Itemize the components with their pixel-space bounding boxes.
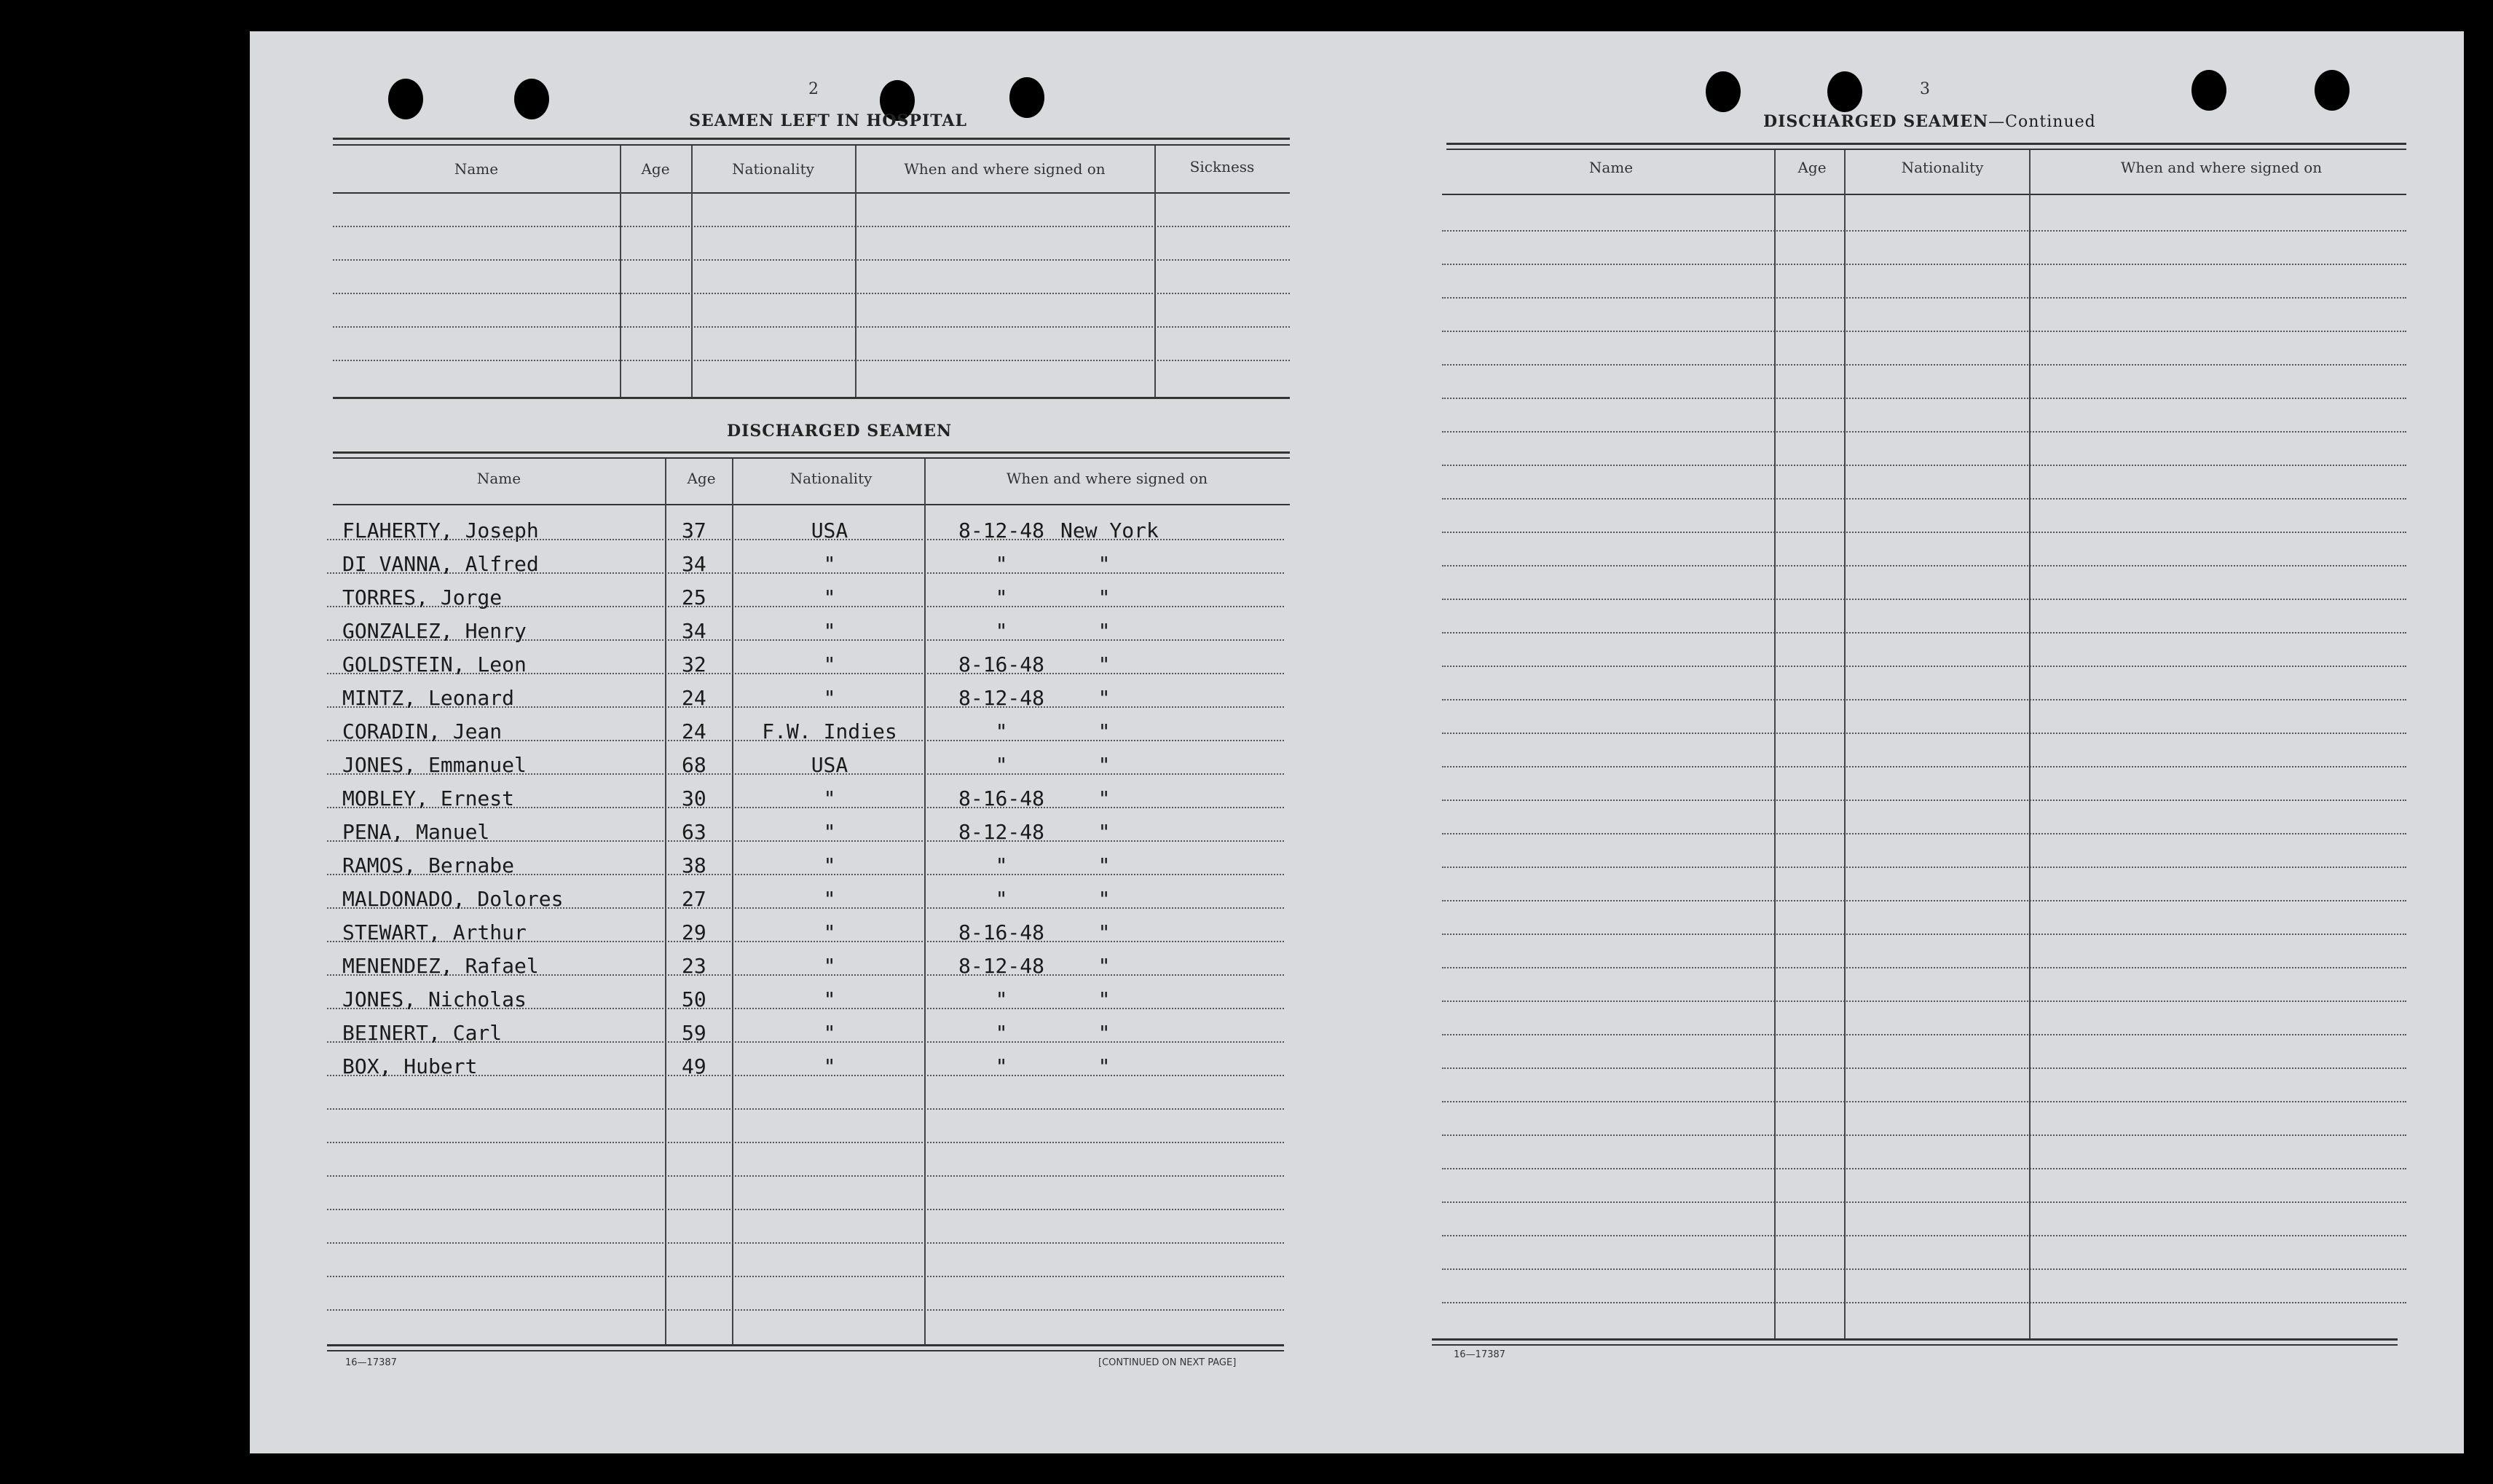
seaman-nationality: " <box>823 1054 836 1078</box>
ruled-line <box>1442 632 2406 634</box>
ruled-line <box>333 226 1290 227</box>
seaman-age: 49 <box>682 1054 706 1078</box>
seaman-nationality: USA <box>811 753 848 777</box>
signed-on-date: " <box>995 853 1008 877</box>
column-divider <box>2029 150 2031 1338</box>
seaman-name: TORRES, Jorge <box>342 585 503 609</box>
column-divider <box>1844 150 1846 1338</box>
ruled-line <box>327 1309 1284 1311</box>
signed-on-date: 8-12-48 <box>958 686 1044 710</box>
hospital-section-title: SEAMEN LEFT IN HOSPITAL <box>689 111 967 130</box>
ruled-line <box>1442 900 2406 901</box>
seaman-name: MALDONADO, Dolores <box>342 887 564 911</box>
table-rule <box>1446 149 2406 150</box>
signed-on-place: " <box>1098 686 1111 710</box>
ruled-line <box>1442 800 2406 801</box>
seaman-name: RAMOS, Bernabe <box>342 853 515 877</box>
seaman-age: 34 <box>682 619 706 643</box>
ruled-line <box>1442 1268 2406 1270</box>
seaman-age: 25 <box>682 585 706 609</box>
hospital-col-signed-on: When and where signed on <box>904 160 1106 178</box>
seaman-age: 37 <box>682 518 706 542</box>
seaman-name: MENENDEZ, Rafael <box>342 954 539 978</box>
column-divider <box>1774 150 1776 1338</box>
ruled-line <box>1442 867 2406 868</box>
punch-hole <box>388 79 423 119</box>
ruled-line <box>1442 398 2406 399</box>
ruled-line <box>1442 431 2406 433</box>
ruled-line <box>1442 766 2406 767</box>
discharged-col-nationality: Nationality <box>789 470 873 487</box>
signed-on-date: " <box>995 719 1008 743</box>
signed-on-place: " <box>1098 1054 1111 1078</box>
continued-col-signed-on: When and where signed on <box>2120 159 2323 176</box>
table-rule <box>327 1350 1284 1351</box>
seaman-nationality: " <box>823 820 836 844</box>
ruled-line <box>1442 1168 2406 1169</box>
seaman-nationality: " <box>823 585 836 609</box>
seaman-name: DI VANNA, Alfred <box>342 552 539 576</box>
discharged-section-title: DISCHARGED SEAMEN <box>727 422 953 441</box>
ruled-line <box>1442 297 2406 299</box>
seaman-age: 38 <box>682 853 706 877</box>
seaman-nationality: " <box>823 686 836 710</box>
signed-on-date: 8-16-48 <box>958 920 1044 944</box>
punch-hole <box>1706 71 1741 112</box>
signed-on-date: " <box>995 1021 1008 1045</box>
hospital-col-age: Age <box>641 160 670 178</box>
continued-col-age: Age <box>1797 159 1827 176</box>
ruled-line <box>1442 1034 2406 1035</box>
column-divider <box>665 459 666 1344</box>
signed-on-date: " <box>995 987 1008 1011</box>
signed-on-date: " <box>995 887 1008 911</box>
signed-on-place: " <box>1098 853 1111 877</box>
signed-on-place: " <box>1098 753 1111 777</box>
table-rule <box>1446 143 2406 145</box>
ruled-line <box>1442 833 2406 834</box>
form-number: 16—17387 <box>1454 1349 1505 1360</box>
signed-on-date: 8-12-48 <box>958 954 1044 978</box>
table-rule <box>333 397 1290 399</box>
signed-on-place: " <box>1098 920 1111 944</box>
hospital-col-nationality: Nationality <box>732 160 814 178</box>
seaman-name: MINTZ, Leonard <box>342 686 515 710</box>
signed-on-place: " <box>1098 954 1111 978</box>
signed-on-place: " <box>1098 585 1111 609</box>
signed-on-date: " <box>995 585 1008 609</box>
column-divider <box>620 146 621 397</box>
signed-on-place: " <box>1098 619 1111 643</box>
seaman-name: STEWART, Arthur <box>342 920 527 944</box>
seaman-name: BOX, Hubert <box>342 1054 478 1078</box>
punch-hole <box>2191 70 2226 111</box>
signed-on-date: " <box>995 753 1008 777</box>
signed-on-date: 8-16-48 <box>958 786 1044 810</box>
signed-on-place: " <box>1098 887 1111 911</box>
header-rule <box>333 504 1290 505</box>
column-divider <box>732 459 733 1344</box>
signed-on-place: " <box>1098 552 1111 576</box>
seaman-age: 32 <box>682 652 706 676</box>
seaman-nationality: " <box>823 619 836 643</box>
header-rule <box>333 192 1290 194</box>
signed-on-date: 8-16-48 <box>958 652 1044 676</box>
document-sheet <box>250 31 2464 1453</box>
seaman-name: JONES, Emmanuel <box>342 753 527 777</box>
seaman-name: PENA, Manuel <box>342 820 490 844</box>
seaman-nationality: " <box>823 853 836 877</box>
ruled-line <box>1442 1101 2406 1102</box>
title-suffix: —Continued <box>1988 113 2096 131</box>
ruled-line <box>1442 967 2406 968</box>
signed-on-place: " <box>1098 652 1111 676</box>
header-rule <box>1442 194 2406 195</box>
column-divider <box>691 146 693 397</box>
ruled-line <box>1442 565 2406 567</box>
signed-on-date: 8-12-48 <box>958 518 1044 542</box>
signed-on-date: " <box>995 1054 1008 1078</box>
ruled-line <box>327 1242 1284 1244</box>
seaman-name: FLAHERTY, Joseph <box>342 518 539 542</box>
seaman-nationality: USA <box>811 518 848 542</box>
discharged-col-name: Name <box>476 470 521 487</box>
signed-on-place: " <box>1098 987 1111 1011</box>
seaman-name: CORADIN, Jean <box>342 719 503 743</box>
ruled-line <box>327 1108 1284 1110</box>
seaman-age: 29 <box>682 920 706 944</box>
signed-on-place: " <box>1098 820 1111 844</box>
seaman-nationality: " <box>823 987 836 1011</box>
seaman-age: 68 <box>682 753 706 777</box>
ruled-line <box>327 1175 1284 1177</box>
seaman-age: 63 <box>682 820 706 844</box>
ruled-line <box>333 326 1290 328</box>
signed-on-place: New York <box>1060 518 1159 542</box>
ruled-line <box>1442 331 2406 332</box>
continued-col-name: Name <box>1588 159 1634 176</box>
signed-on-place: " <box>1098 719 1111 743</box>
seaman-nationality: " <box>823 652 836 676</box>
table-rule <box>327 1344 1284 1346</box>
form-number: 16—17387 <box>345 1357 397 1368</box>
table-rule <box>333 144 1290 146</box>
ruled-line <box>1442 699 2406 700</box>
signed-on-place: " <box>1098 1021 1111 1045</box>
seaman-name: JONES, Nicholas <box>342 987 527 1011</box>
seaman-age: 34 <box>682 552 706 576</box>
seaman-name: GOLDSTEIN, Leon <box>342 652 527 676</box>
table-rule <box>333 457 1290 459</box>
hospital-col-name: Name <box>454 160 499 178</box>
ruled-line <box>327 1209 1284 1210</box>
seaman-age: 24 <box>682 686 706 710</box>
seaman-nationality: " <box>823 887 836 911</box>
punch-hole <box>514 79 549 119</box>
table-rule <box>333 138 1290 140</box>
ruled-line <box>1442 733 2406 734</box>
punch-hole <box>1827 71 1862 112</box>
signed-on-place: " <box>1098 786 1111 810</box>
table-rule <box>1432 1344 2398 1346</box>
seaman-name: GONZALEZ, Henry <box>342 619 527 643</box>
ruled-line <box>1442 1000 2406 1002</box>
discharged-col-age: Age <box>687 470 716 487</box>
column-divider <box>855 146 856 397</box>
ruled-line <box>1442 1134 2406 1136</box>
signed-on-date: " <box>995 552 1008 576</box>
ruled-line <box>1442 1201 2406 1203</box>
ruled-line <box>1442 1067 2406 1069</box>
signed-on-date: 8-12-48 <box>958 820 1044 844</box>
punch-hole <box>1009 77 1044 118</box>
seaman-age: 27 <box>682 887 706 911</box>
seaman-age: 24 <box>682 719 706 743</box>
seaman-nationality: " <box>823 954 836 978</box>
ruled-line <box>1442 934 2406 935</box>
seaman-age: 59 <box>682 1021 706 1045</box>
continued-col-nationality: Nationality <box>1901 159 1984 176</box>
seaman-nationality: " <box>823 1021 836 1045</box>
ruled-line <box>1442 599 2406 600</box>
hospital-col-sickness: Sickness <box>1189 158 1255 175</box>
signed-on-date: " <box>995 619 1008 643</box>
seaman-nationality: " <box>823 552 836 576</box>
punch-hole <box>2315 70 2350 111</box>
continued-note: [CONTINUED ON NEXT PAGE] <box>1098 1357 1237 1368</box>
column-divider <box>1154 146 1156 397</box>
ruled-line <box>1442 230 2406 232</box>
seaman-age: 23 <box>682 954 706 978</box>
ruled-line <box>327 1276 1284 1277</box>
seaman-age: 30 <box>682 786 706 810</box>
ruled-line <box>1442 1235 2406 1236</box>
ruled-line <box>1442 1302 2406 1303</box>
table-rule <box>333 451 1290 454</box>
seaman-nationality: " <box>823 920 836 944</box>
seaman-name: MOBLEY, Ernest <box>342 786 515 810</box>
ruled-line <box>333 293 1290 294</box>
ruled-line <box>333 360 1290 361</box>
discharged-continued-title <box>1763 112 2096 131</box>
seaman-age: 50 <box>682 987 706 1011</box>
seaman-nationality: " <box>823 786 836 810</box>
ruled-line <box>1442 532 2406 533</box>
ruled-line <box>327 1142 1284 1143</box>
ruled-line <box>1442 364 2406 366</box>
ruled-line <box>1442 666 2406 667</box>
page-number: 2 <box>808 80 819 98</box>
ruled-line <box>1442 264 2406 265</box>
table-rule <box>1432 1338 2398 1341</box>
seaman-nationality: F.W. Indies <box>762 719 897 743</box>
ruled-line <box>333 259 1290 261</box>
discharged-col-signed-on: When and where signed on <box>1006 470 1208 487</box>
ruled-line <box>1442 465 2406 466</box>
page-number: 3 <box>1920 80 1930 98</box>
title-main: DISCHARGED SEAMEN <box>1763 112 1989 131</box>
seaman-name: BEINERT, Carl <box>342 1021 503 1045</box>
column-divider <box>924 459 926 1344</box>
ruled-line <box>1442 498 2406 500</box>
